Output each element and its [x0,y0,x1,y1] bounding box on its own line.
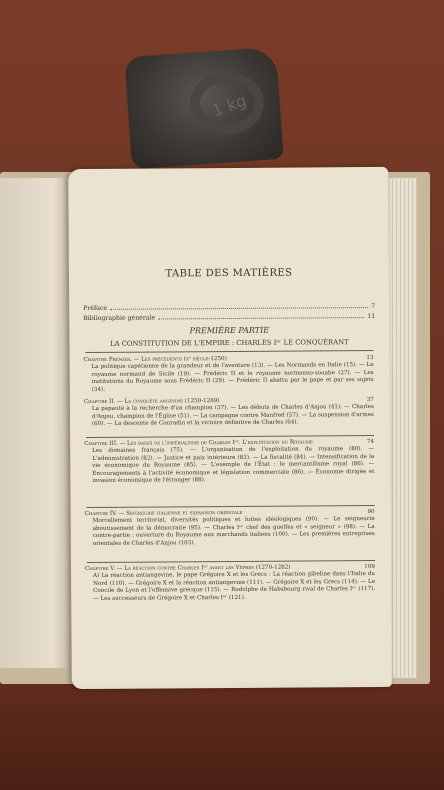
divider [87,560,375,563]
weight-marking: 1 kg [209,90,249,121]
part-title: PREMIÈRE PARTIE [189,325,270,336]
chapter-5: Chapitre V. — La réaction contre Charles Iᵉʳ avant les Vêpres (1270-1282) 109 A) La réaction antiangevine, le pape Grégoire X et les Grecs : La réaction gibeline dans l'Italie du Nord (110). — Grégoire X et la réaction antiangevine (111). — Grégoire X et les Grecs (114). — Le Concile de Lyon et l'offensive grecque (115). — Rodolphe de Habsbourg rival de Charles Iᵉʳ (117). — Les successeurs de Grégoire X et Charles Iᵉʳ (121). [84,563,376,602]
toc-page [68,167,392,689]
chapter-2: Chapitre II. — La conquête angevine (1250-1269) 37 La papauté à la recherche d'un champion (37). — Les débuts de Charles d'Anjou (41). — Charles d'Anjou, champion de l'Église (51). — La campagne contre Manfred (57). — La suspension d'armes (60). — La descente de Conradin et la victoire définitive de Charles (64). [83,396,374,428]
divider [86,435,374,438]
toc-entry-preface: Préface 7 [83,302,376,313]
toc-title: TABLE DES MATIÈRES [165,267,293,280]
chapter-4: Chapitre IV. — Seigneurie italienne et expansion orientale 90 Morcellement territorial, diversités politiques et luttes idéologiques (90). — Le seigneurie aboutissement de la démocratie (95). — Charles Iᵉʳ chef des guelfes et « seigneur » (98). — La contre-partie : ouverture du Royaume aux marchands italiens (100). — Les premières entreprises orientales de Charles d'Anjou (103). [84,508,375,547]
chapter-1: Chapitre Premier. — Les précédents (xᵉ siècle-1250) 13 La politique capétienne de la grandeur et de l'aventure (13). — Les Normands en Italie (15). — Le royaume normand de Sicile (19). — Frédéric II et le royaume normanno-souabe (27). — Les institutions du Royaume sous Frédéric II (29). — Frédéric II abattu par le pape et par ses sujets (34). [83,354,374,393]
section-title: LA CONSTITUTION DE L'EMPIRE : CHARLES Iᵉʳ LE CONQUÉRANT [110,338,349,348]
table-shadow [0,680,444,790]
left-page [0,178,76,668]
divider [87,505,375,508]
divider [85,350,373,353]
chapter-3: Chapitre III. — Les bases de l'impérialisme de Charles Iᵉʳ. L'exploitation du Royaume 74 Les domaines français (75). — L'organisation de l'exploitation du royaume (80). — L'administration (82). — Justice et paix intérieure (83). — La fiscalité (84). — Intensification de la vie économique du Royaume (85). — L'exemple de l'État : le mercantilisme royal (86). — Encouragements à l'activité économique et législation commerciale (86). — Économie dirigée et invasion économique de l'étranger (88). [84,438,375,484]
toc-entry-bibliography: Bibliographie générale 11 [83,312,376,323]
